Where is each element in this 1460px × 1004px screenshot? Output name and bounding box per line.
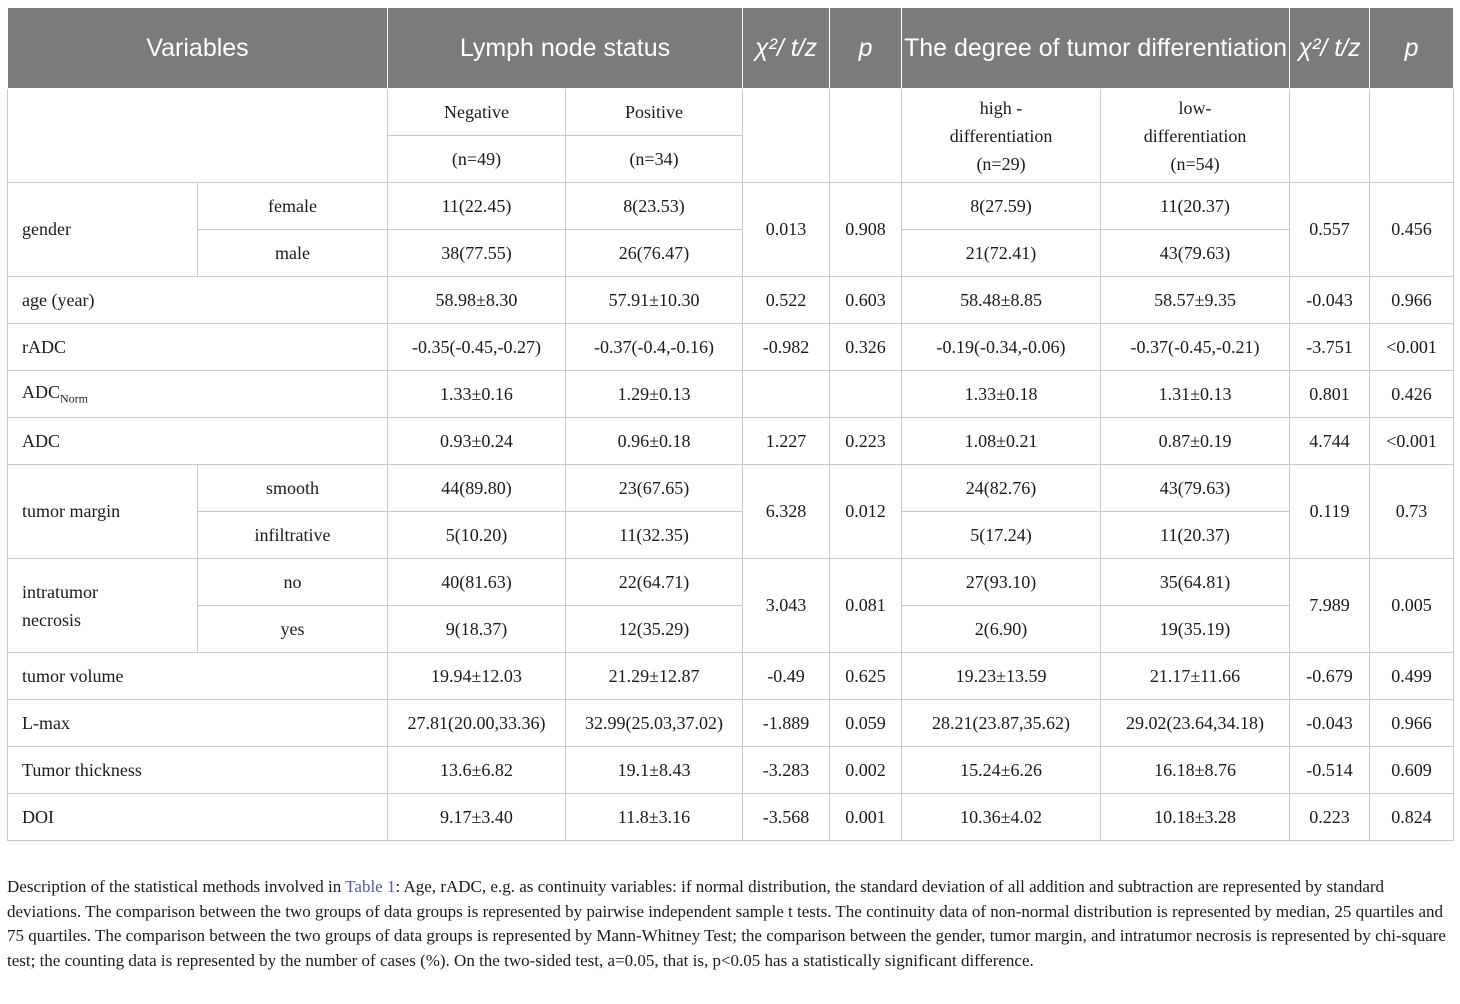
cell: 0.625 <box>830 653 902 700</box>
cell: 44(89.80) <box>388 465 566 512</box>
cell: 19.94±12.03 <box>388 653 566 700</box>
cell: 16.18±8.76 <box>1101 747 1290 794</box>
table-footnote <box>7 875 1453 973</box>
results-table <box>7 7 1454 841</box>
row-sublabel: no <box>198 559 388 606</box>
cell: 0.824 <box>1370 794 1454 841</box>
cell: 19.23±13.59 <box>902 653 1101 700</box>
empty-cell <box>8 89 388 183</box>
cell: 0.87±0.19 <box>1101 418 1290 465</box>
cell: 24(82.76) <box>902 465 1101 512</box>
cell: 23(67.65) <box>566 465 743 512</box>
cell: 2(6.90) <box>902 606 1101 653</box>
cell: 8(27.59) <box>902 183 1101 230</box>
cell: <0.001 <box>1370 418 1454 465</box>
cell: 1.33±0.18 <box>902 371 1101 418</box>
cell: -0.982 <box>743 324 830 371</box>
empty-cell <box>743 89 830 183</box>
cell: 58.48±8.85 <box>902 277 1101 324</box>
empty-cell <box>1290 89 1370 183</box>
table-row <box>8 230 1454 277</box>
cell: 38(77.55) <box>388 230 566 277</box>
cell: 6.328 <box>743 465 830 559</box>
cell: 4.744 <box>1290 418 1370 465</box>
row-label-lmax: L-max <box>8 700 388 747</box>
row-sublabel: yes <box>198 606 388 653</box>
cell: 8(23.53) <box>566 183 743 230</box>
cell: 0.223 <box>830 418 902 465</box>
table-row <box>8 371 1454 418</box>
cell: 26(76.47) <box>566 230 743 277</box>
table-row <box>8 277 1454 324</box>
cell: 1.31±0.13 <box>1101 371 1290 418</box>
cell: 0.96±0.18 <box>566 418 743 465</box>
header-p-2: p <box>1370 8 1454 89</box>
header-differentiation: The degree of tumor differentiation <box>902 8 1290 89</box>
row-sublabel: male <box>198 230 388 277</box>
cell: 0.119 <box>1290 465 1370 559</box>
cell: 43(79.63) <box>1101 465 1290 512</box>
cell: -0.37(-0.4,-0.16) <box>566 324 743 371</box>
cell: 9.17±3.40 <box>388 794 566 841</box>
cell: 3.043 <box>743 559 830 653</box>
cell: 0.73 <box>1370 465 1454 559</box>
row-label-gender: gender <box>8 183 198 277</box>
cell: 0.013 <box>743 183 830 277</box>
cell: 0.801 <box>1290 371 1370 418</box>
table-row <box>8 794 1454 841</box>
cell: 9(18.37) <box>388 606 566 653</box>
subheader-low-differentiation: low- differentiation (n=54) <box>1101 89 1290 183</box>
subheader-positive-n: (n=34) <box>566 136 743 183</box>
table-row <box>8 183 1454 230</box>
cell: 0.93±0.24 <box>388 418 566 465</box>
cell: 0.456 <box>1370 183 1454 277</box>
cell: 0.326 <box>830 324 902 371</box>
cell <box>830 371 902 418</box>
cell: 22(64.71) <box>566 559 743 606</box>
table-row <box>8 700 1454 747</box>
cell: 0.609 <box>1370 747 1454 794</box>
cell: 19.1±8.43 <box>566 747 743 794</box>
cell: 12(35.29) <box>566 606 743 653</box>
cell: -3.751 <box>1290 324 1370 371</box>
subheader-positive: Positive <box>566 89 743 136</box>
header-lymph-node-status: Lymph node status <box>388 8 743 89</box>
cell: -3.283 <box>743 747 830 794</box>
row-label-age: age (year) <box>8 277 388 324</box>
row-label-necrosis: intratumor necrosis <box>8 559 198 653</box>
cell: 7.989 <box>1290 559 1370 653</box>
cell: 21.17±11.66 <box>1101 653 1290 700</box>
table-row <box>8 324 1454 371</box>
cell: 57.91±10.30 <box>566 277 743 324</box>
empty-cell <box>1370 89 1454 183</box>
header-row <box>8 8 1454 89</box>
cell: 32.99(25.03,37.02) <box>566 700 743 747</box>
cell: -0.679 <box>1290 653 1370 700</box>
cell: -0.35(-0.45,-0.27) <box>388 324 566 371</box>
cell: 28.21(23.87,35.62) <box>902 700 1101 747</box>
row-label-radc: rADC <box>8 324 388 371</box>
cell: 0.966 <box>1370 700 1454 747</box>
cell: 1.227 <box>743 418 830 465</box>
cell <box>743 371 830 418</box>
cell: 15.24±6.26 <box>902 747 1101 794</box>
cell: -0.19(-0.34,-0.06) <box>902 324 1101 371</box>
cell: -3.568 <box>743 794 830 841</box>
cell: 29.02(23.64,34.18) <box>1101 700 1290 747</box>
cell: 11(20.37) <box>1101 183 1290 230</box>
table-link[interactable]: Table 1 <box>345 877 396 896</box>
row-label-doi: DOI <box>8 794 388 841</box>
cell: 43(79.63) <box>1101 230 1290 277</box>
footnote-text-rest: : Age, rADC, e.g. as continuity variables: if normal distribution, the standard deviation of all addition and subtraction are represented by standard deviations. The comparison between the two groups of data groups is represented by pairwise independent sample t tests. The continuity data of non-normal distribution is represented by median, 25 quartiles and 75 quartiles. The comparison between the two groups of data groups is represented by Mann-Whitney Test; the comparison between the gender, tumor margin, and intratumor necrosis is represented by chi-square test; the counting data is represented by the number of cases (%). On the two-sided test, a=0.05, that is, p<0.05 has a statistically significant difference. <box>7 877 1446 970</box>
row-sublabel: infiltrative <box>198 512 388 559</box>
empty-cell <box>830 89 902 183</box>
cell: 0.001 <box>830 794 902 841</box>
subheader-negative-n: (n=49) <box>388 136 566 183</box>
cell: 10.36±4.02 <box>902 794 1101 841</box>
cell: 21.29±12.87 <box>566 653 743 700</box>
cell: -0.37(-0.45,-0.21) <box>1101 324 1290 371</box>
table-row <box>8 418 1454 465</box>
cell: 10.18±3.28 <box>1101 794 1290 841</box>
cell: 11(32.35) <box>566 512 743 559</box>
cell: 0.081 <box>830 559 902 653</box>
header-p: p <box>830 8 902 89</box>
subheader-high-differentiation: high -differentiation (n=29) <box>902 89 1101 183</box>
cell: 35(64.81) <box>1101 559 1290 606</box>
table-row <box>8 653 1454 700</box>
cell: 1.33±0.16 <box>388 371 566 418</box>
cell: 21(72.41) <box>902 230 1101 277</box>
cell: 0.908 <box>830 183 902 277</box>
cell: 40(81.63) <box>388 559 566 606</box>
cell: <0.001 <box>1370 324 1454 371</box>
cell: 0.499 <box>1370 653 1454 700</box>
table-row <box>8 465 1454 512</box>
row-label-adc: ADC <box>8 418 388 465</box>
row-sublabel: female <box>198 183 388 230</box>
cell: -1.889 <box>743 700 830 747</box>
cell: 1.08±0.21 <box>902 418 1101 465</box>
cell: 19(35.19) <box>1101 606 1290 653</box>
cell: 0.522 <box>743 277 830 324</box>
row-sublabel: smooth <box>198 465 388 512</box>
table-row <box>8 559 1454 606</box>
table-row <box>8 747 1454 794</box>
cell: 0.059 <box>830 700 902 747</box>
cell: 0.223 <box>1290 794 1370 841</box>
cell: 0.426 <box>1370 371 1454 418</box>
adcnorm-label-sub: Norm <box>60 391 89 406</box>
cell: 0.557 <box>1290 183 1370 277</box>
table-row <box>8 606 1454 653</box>
cell: -0.043 <box>1290 700 1370 747</box>
cell: -0.514 <box>1290 747 1370 794</box>
cell: 11(20.37) <box>1101 512 1290 559</box>
header-stat: χ²/ t/z <box>743 8 830 89</box>
cell: -0.043 <box>1290 277 1370 324</box>
row-label-adcnorm <box>8 371 388 418</box>
header-stat-2: χ²/ t/z <box>1290 8 1370 89</box>
adcnorm-label-main: ADC <box>22 381 61 402</box>
cell: 0.005 <box>1370 559 1454 653</box>
cell: 0.012 <box>830 465 902 559</box>
row-label-volume: tumor volume <box>8 653 388 700</box>
cell: 5(17.24) <box>902 512 1101 559</box>
cell: 58.98±8.30 <box>388 277 566 324</box>
subheader-negative: Negative <box>388 89 566 136</box>
cell: 13.6±6.82 <box>388 747 566 794</box>
cell: 11.8±3.16 <box>566 794 743 841</box>
row-label-tumor-margin: tumor margin <box>8 465 198 559</box>
cell: -0.49 <box>743 653 830 700</box>
cell: 1.29±0.13 <box>566 371 743 418</box>
cell: 27.81(20.00,33.36) <box>388 700 566 747</box>
cell: 0.966 <box>1370 277 1454 324</box>
cell: 58.57±9.35 <box>1101 277 1290 324</box>
cell: 27(93.10) <box>902 559 1101 606</box>
table-row <box>8 512 1454 559</box>
cell: 11(22.45) <box>388 183 566 230</box>
cell: 0.603 <box>830 277 902 324</box>
cell: 0.002 <box>830 747 902 794</box>
footnote-text-start: Description of the statistical methods involved in <box>7 877 346 896</box>
cell: 5(10.20) <box>388 512 566 559</box>
header-variables: Variables <box>8 8 388 89</box>
row-label-thickness: Tumor thickness <box>8 747 388 794</box>
